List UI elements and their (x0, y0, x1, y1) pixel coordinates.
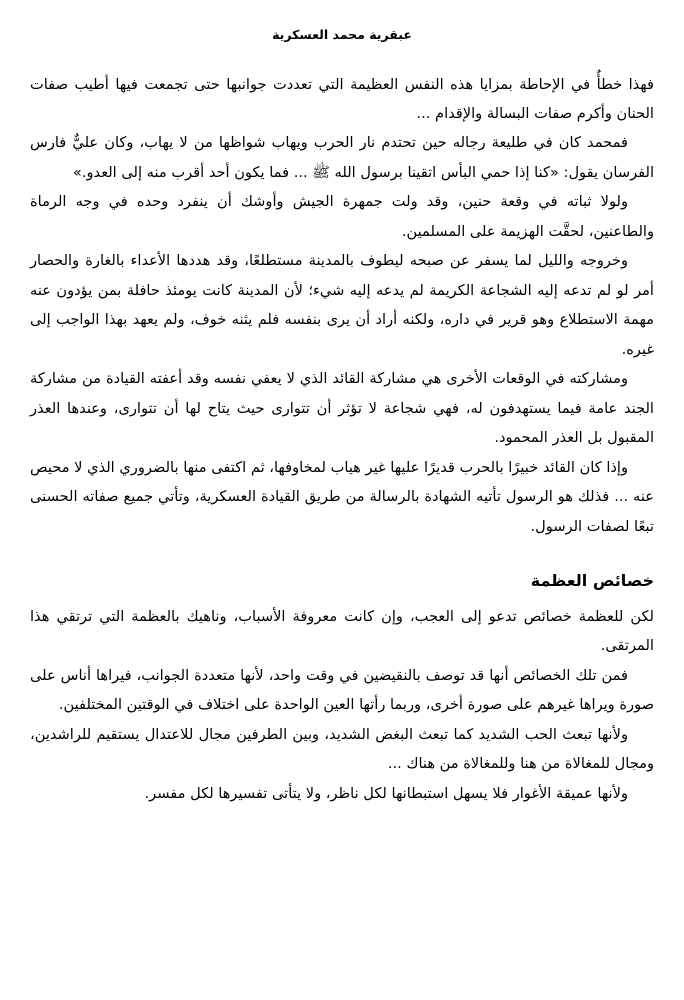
body-text-before-heading (30, 70, 654, 542)
paragraph: فهذا خطأٌ في الإحاطة بمزايا هذه النفس العظيمة التي تعددت جوانبها حتى تجمعت فيها أطيب صفات الحنان وأكرم صفات البسالة والإقدام ... (30, 75, 654, 122)
paragraph: فمن تلك الخصائص أنها قد توصف بالنقيضين في وقت واحد، لأنها متعددة الجوانب، فيراها أناس على صورة ويراها غيرهم على صورة أخرى، وربما رأتها العين الواحدة على اختلاف في الوقتين المختلفين. (30, 666, 654, 714)
paragraph: ولأنها تبعث الحب الشديد كما تبعث البغض الشديد، وبين الطرفين مجال للاعتدال يستقيم للراشدين، ومجال للمغالاة من هنا وللمغالاة من هناك ... (30, 725, 654, 773)
paragraph: ولولا ثباته في وقعة حنين، وقد ولت جمهرة الجيش وأوشك أن ينفرد وحده في وجه الرماة والطاعنين، لحقَّت الهزيمة على المسلمين. (30, 193, 654, 240)
paragraph: وإذا كان القائد خبيرًا بالحرب قديرًا عليها غير هياب لمخاوفها، ثم اكتفى منها بالضروري الذي لا محيص عنه ... فذلك هو الرسول تأتيه الشهادة بالرسالة من طريق القيادة العسكرية، وتأتي جميع صفاته الحسنى تبعًا لصفات الرسول. (30, 458, 654, 535)
paragraph: لكن للعظمة خصائص تدعو إلى العجب، وإن كانت معروفة الأسباب، وناهيك بالعظمة التي ترتقي هذا المرتقى. (30, 608, 654, 655)
running-head: عبقرية محمد العسكرية (272, 27, 412, 42)
body-text-after-heading (30, 602, 654, 808)
paragraph: ولأنها عميقة الأغوار فلا يسهل استبطانها لكل ناظر، ولا يتأتى تفسيرها لكل مفسر. (144, 784, 628, 802)
paragraph: ومشاركته في الوقعات الأخرى هي مشاركة القائد الذي لا يعفي نفسه وقد أعفته القيادة من مشاركة الجند عامة فيما يستهدفون له، فهي شجاعة لا تؤثر أن تتوارى حيث يتاح لها أن تتوارى، وعندها العذر المقبول بل العذر المحمود. (30, 370, 654, 447)
paragraph: فمحمد كان في طليعة رجاله حين تحتدم نار الحرب ويهاب شواظها من لا يهاب، وكان عليٌّ فارس الفرسان يقول: «كنا إذا حمي البأس اتقينا برسول الله ﷺ ... فما يكون أحد أقرب منه إلى العدو.» (30, 134, 654, 181)
paragraph: وخروجه والليل لما يسفر عن صبحه ليطوف بالمدينة مستطلعًا، وقد هددها الأعداء بالغارة والحصار أمر لو لم تدعه إليه الشجاعة الكريمة لم يدعه إليه شيء؛ لأن المدينة كانت يومئذ حافلة بمن يؤدون عنه مهمة الاستطلاع وهو قرير في داره، ولكنه أراد أن يرى بنفسه فلم يثنه خوف، ولم يعهد بهذا الواجب إلى غيره. (30, 252, 654, 358)
section-heading: خصائص العظمة (530, 571, 654, 590)
